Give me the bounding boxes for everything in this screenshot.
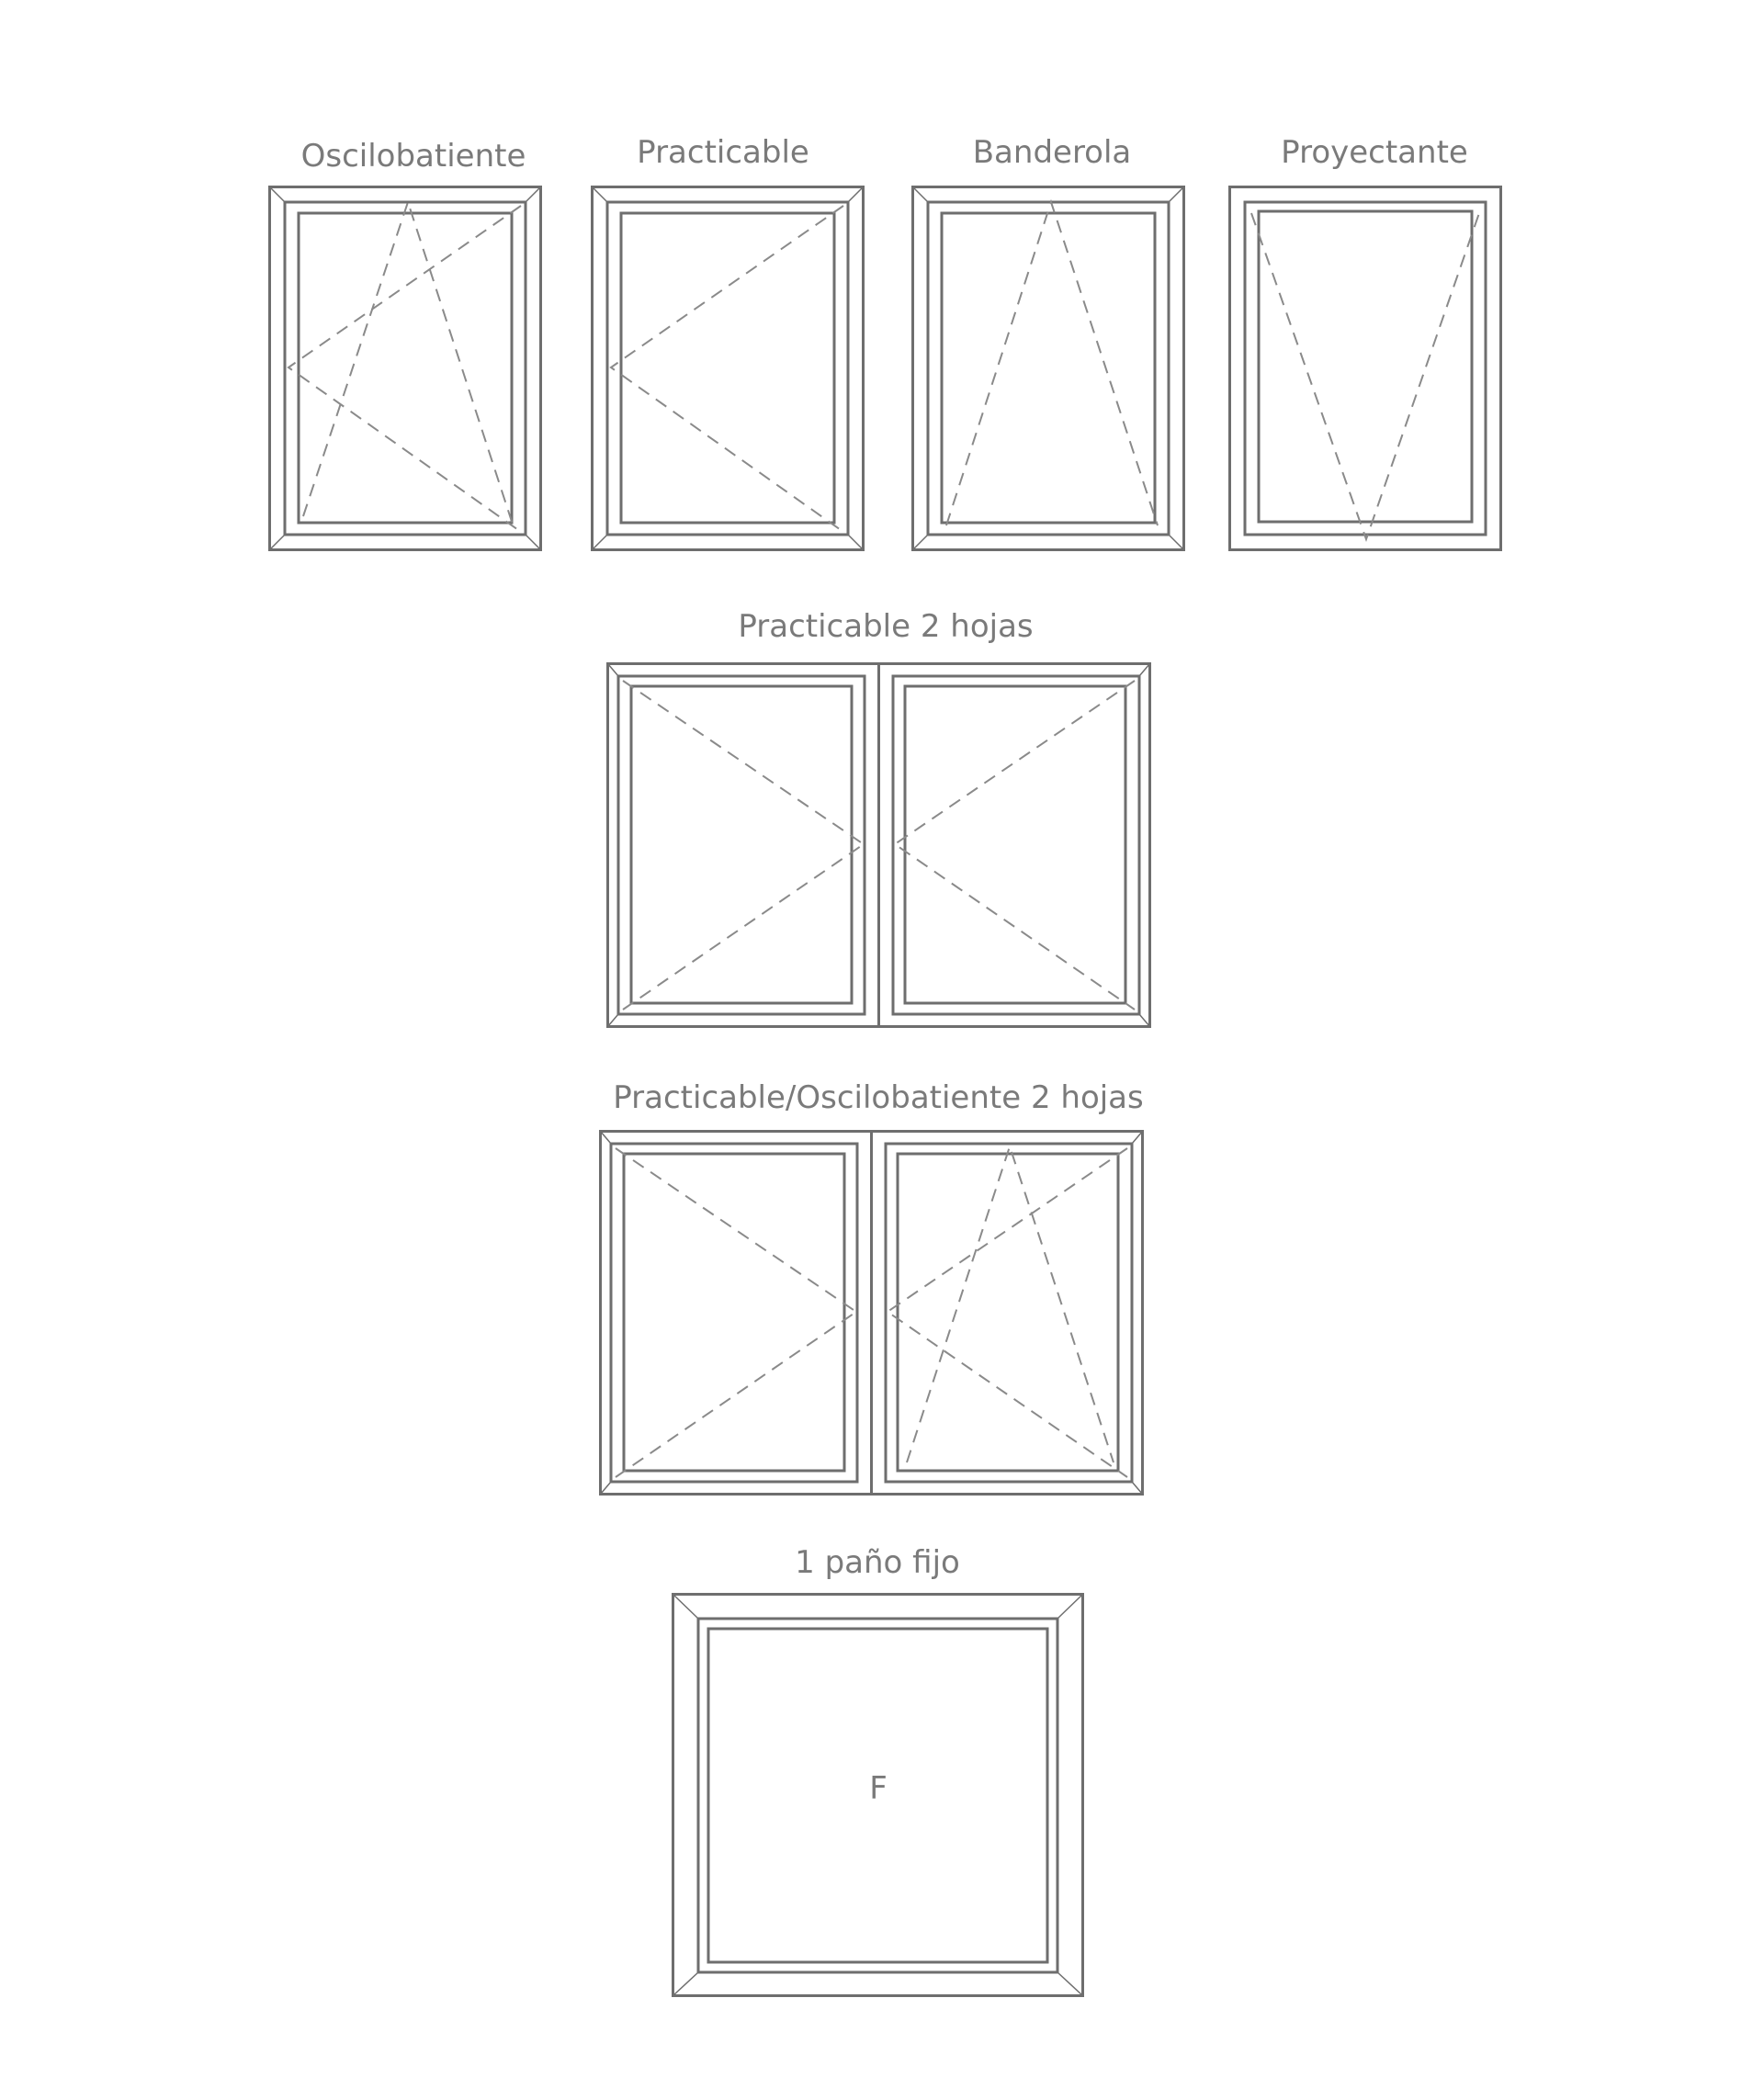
window-practicable (591, 186, 865, 551)
window-practicable-oscilobatiente-2-hojas (599, 1130, 1144, 1496)
window-banderola (911, 186, 1185, 551)
label-practicable-2-hojas: Practicable 2 hojas (738, 608, 1034, 645)
window-proyectante (1228, 186, 1502, 551)
fixed-pane-mark: F (869, 1770, 888, 1807)
label-practicable: Practicable (637, 134, 809, 171)
label-banderola: Banderola (972, 134, 1132, 171)
label-proyectante: Proyectante (1281, 134, 1468, 171)
window-practicable-2-hojas (606, 662, 1151, 1028)
label-oscilobatiente: Oscilobatiente (300, 138, 526, 175)
label-pano-fijo: 1 paño fijo (795, 1544, 960, 1581)
label-practicable-oscilobatiente-2-hojas: Practicable/Oscilobatiente 2 hojas (613, 1079, 1144, 1116)
window-pano-fijo (672, 1593, 1084, 1997)
window-oscilobatiente (268, 186, 542, 551)
